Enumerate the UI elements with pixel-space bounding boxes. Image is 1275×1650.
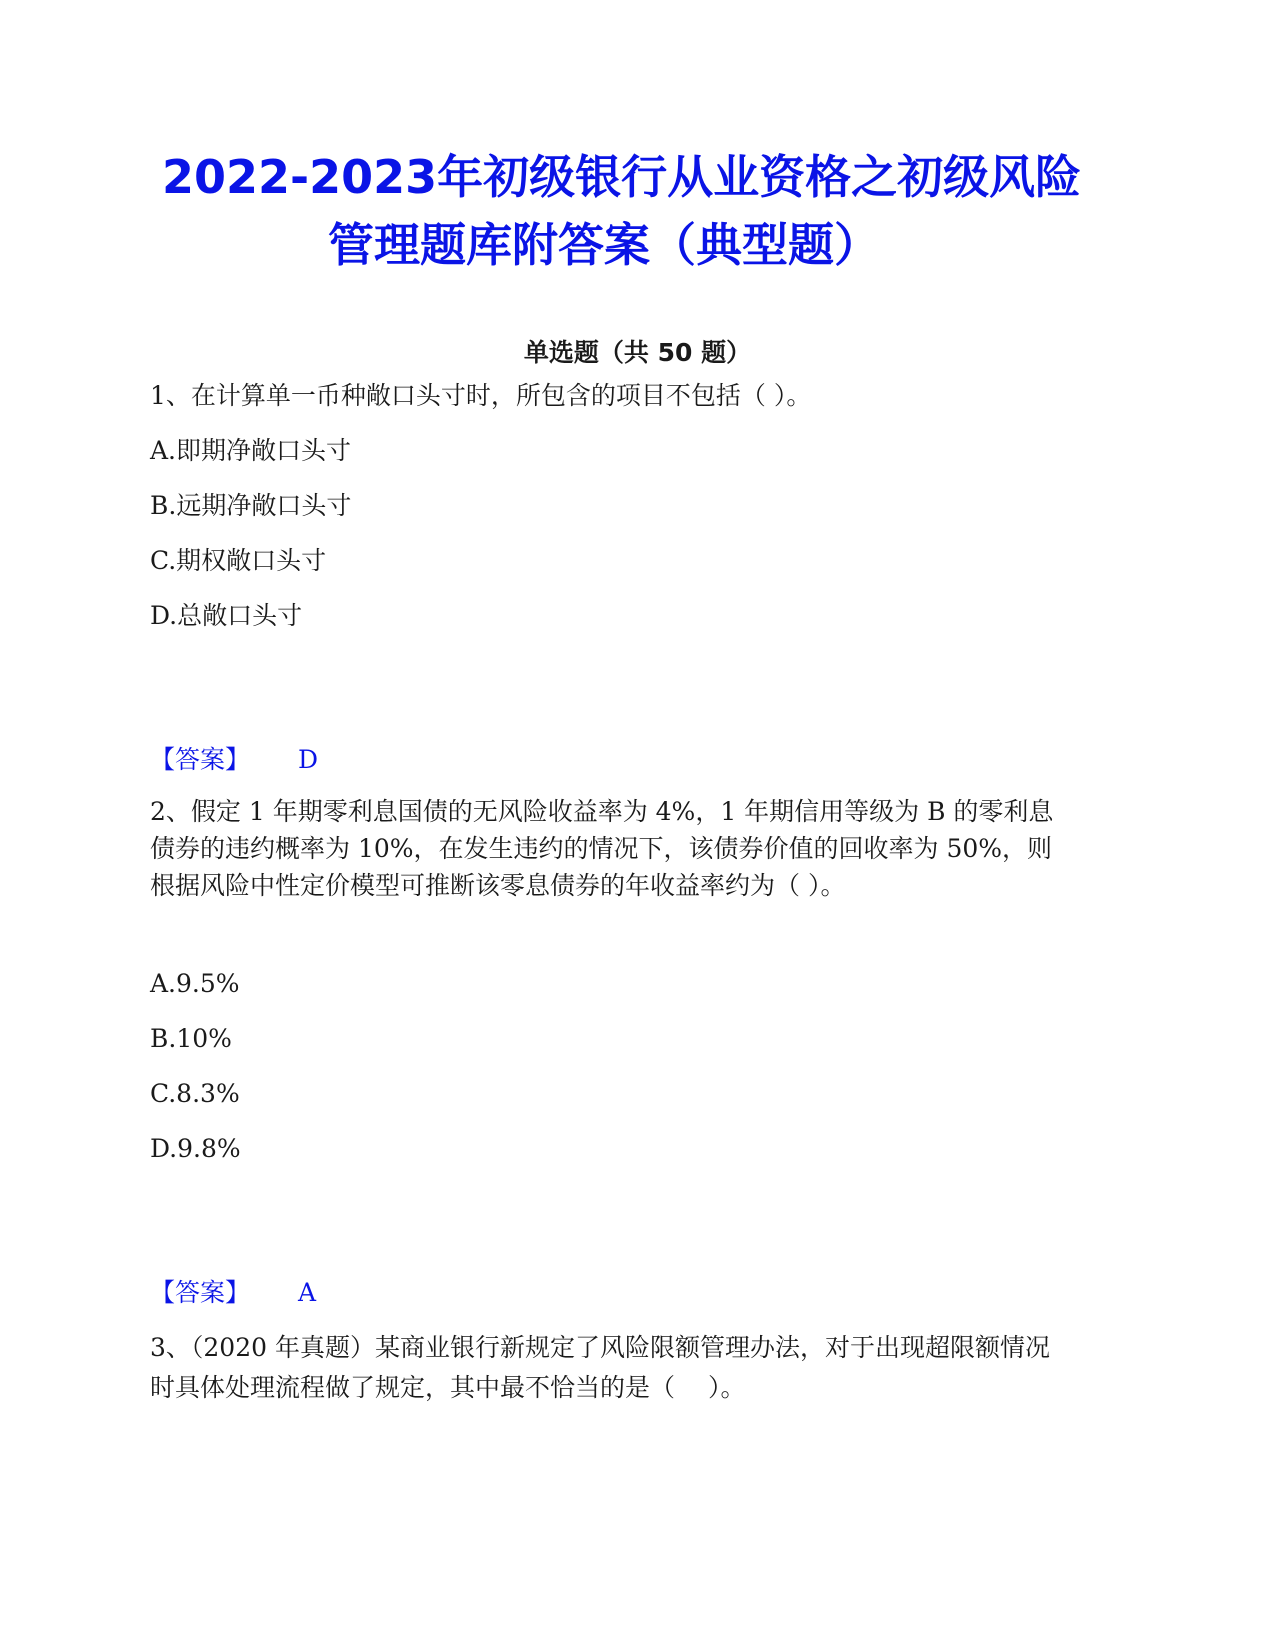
option-c: C.8.3% xyxy=(150,1079,240,1108)
answer-label: 【答案】 xyxy=(150,1278,251,1307)
question-3 xyxy=(150,1328,1065,1408)
question-2-options xyxy=(150,966,1125,1166)
document-title xyxy=(150,143,1125,279)
title-line-2: 管理题库附答案（典型题） xyxy=(328,218,880,272)
question-text: 1、在计算单一币种敞口头寸时，所包含的项目不包括（ ）。 xyxy=(150,381,812,410)
question-1 xyxy=(150,378,1125,413)
question-text: 3、（2020 年真题）某商业银行新规定了风险限额管理办法，对于出现超限额情况时具体处理流程做了规定，其中最不恰当的是（ ）。 xyxy=(150,1333,1050,1402)
answer-value: D xyxy=(298,745,319,774)
answer-value: A xyxy=(298,1278,317,1307)
option-d: D.总敞口头寸 xyxy=(150,601,303,630)
answer-label: 【答案】 xyxy=(150,745,251,774)
option-b: B.远期净敞口头寸 xyxy=(150,491,352,520)
option-a: A.即期净敞口头寸 xyxy=(150,436,352,465)
option-a: A.9.5% xyxy=(150,969,240,998)
section-heading: 单选题（共 50 题） xyxy=(523,338,752,367)
option-d: D.9.8% xyxy=(150,1134,241,1163)
question-2 xyxy=(150,793,1065,904)
question-1-options xyxy=(150,433,1125,633)
option-b: B.10% xyxy=(150,1024,232,1053)
title-line-1: 2022-2023年初级银行从业资格之初级风险 xyxy=(162,150,1082,204)
question-text: 2、假定 1 年期零利息国债的无风险收益率为 4%，1 年期信用等级为 B 的零利息债券的违约概率为 10%，在发生违约的情况下，该债券价值的回收率为 50%，则根据风险中性定价模型可推断该零息债券的年收益率约为（ ）。 xyxy=(150,797,1054,900)
option-c: C.期权敞口头寸 xyxy=(150,546,327,575)
